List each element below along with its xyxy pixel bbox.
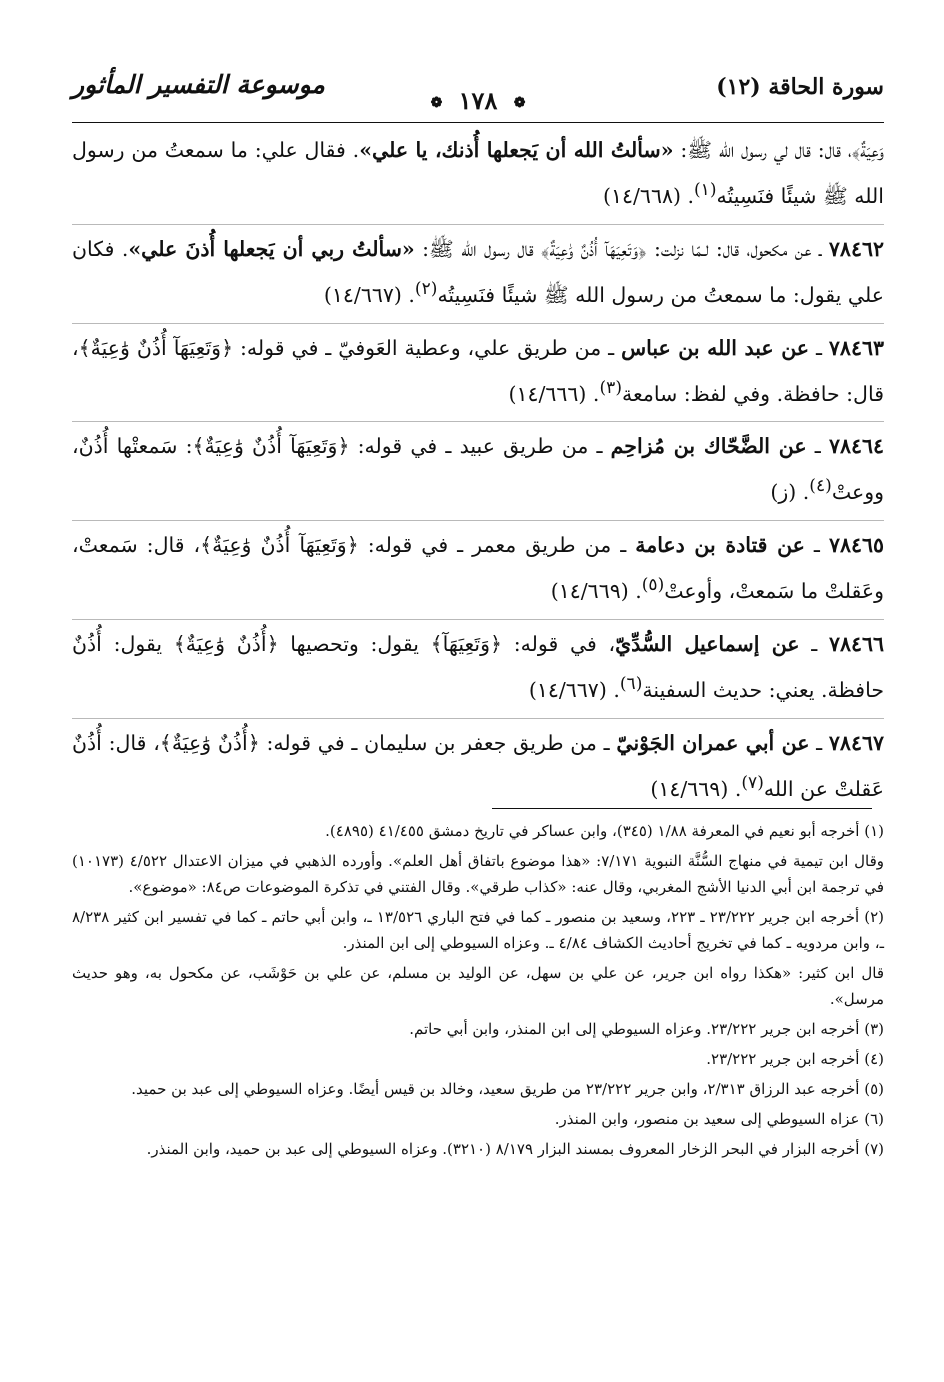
entry-78467: [72, 718, 884, 817]
entry-narrator: عن الضَّحّاك بن مُزاحِم: [610, 434, 807, 459]
entry-78462: [72, 224, 884, 323]
footnote-marker: (٢): [414, 278, 438, 299]
entry-continued: [72, 126, 884, 224]
footnote: (٣) أخرجه ابن جرير ٢٣/٢٢٢. وعزاه السيوطي إلى ابن المنذر، وابن أبي حاتم.: [409, 1020, 884, 1038]
footnote: قال ابن كثير: «هكذا رواه ابن جرير، عن علي بن سهل، عن الوليد بن مسلم، عن علي بن حَوْشَب، عن مكحول به، وهو حديث مرسل».: [72, 964, 884, 1008]
entry-text: ـ من طريق علي، وعطية العَوفيّ ـ في قوله: ﴿وَتَعِيَهَآ أُذُنٌ وَٰعِيَةٌ﴾، قال: حافظة. وفي لفظ: سامعة: [72, 335, 884, 406]
entry-text: ، في قوله: ﴿وَتَعِيَهَآ﴾ يقول: وتحصيها ﴿أُذُنٌ وَٰعِيَةٌ﴾ يقول: أُذُنٌ حافظة. يعني: حديث السفينة: [72, 632, 884, 702]
entry-reference: . (١٤/٦٦٧): [323, 282, 415, 307]
entry-number: ٧٨٤٦٢: [828, 236, 884, 261]
footnote: (٦) عزاه السيوطي إلى سعيد بن منصور، وابن المنذر.: [554, 1110, 884, 1128]
footnote: (٧) أخرجه البزار في البحر الزخار المعروف بمسند البزار ٨/١٧٩ (٣٢١٠). وعزاه السيوطي إلى عبد بن حميد، وابن المنذر.: [146, 1140, 884, 1158]
entry-hadith: «سألتُ الله أن يَجعلها أُذنك، يا علي»: [359, 138, 674, 162]
entry-78463: [72, 323, 884, 422]
entry-number: ٧٨٤٦٧: [828, 730, 884, 755]
entry-number: ٧٨٤٦٥: [828, 533, 884, 558]
entry-number: ٧٨٤٦٣: [828, 335, 884, 360]
entry-text: ـ: [806, 434, 829, 459]
entry-narrator: عن إسماعيل السُّدِّيّ: [615, 632, 800, 657]
footnotes: [72, 818, 884, 1166]
header-rule: [72, 122, 884, 123]
entry-text: ـ عن مكحول، قال: لـمّا نزلت: ﴿وَتَعِيَهَآ أُذُنٌ وَٰعِيَةٌ﴾ قال رسول الله ﷺ:: [414, 236, 829, 261]
entry-narrator: عن أبي عمران الجَوْنيّ: [616, 730, 810, 755]
entry-text: ـ من طريق عبيد ـ في قوله: ﴿وَتَعِيَهَآ أُذُنٌ وَٰعِيَةٌ﴾: سَمعتْها أُذُنٌ، ووعتْ: [72, 434, 884, 505]
entry-text: . فقال علي: ما سمعتُ من رسول الله ﷺ شيئًا فنَسِيتُه: [72, 138, 884, 208]
entry-text: ـ: [799, 632, 829, 657]
entry-78464: [72, 421, 884, 520]
footnote: (٤) أخرجه ابن جرير ٢٣/٢٢٢.: [706, 1050, 884, 1068]
entry-reference: . (ز): [770, 480, 810, 505]
entry-text: . فكان علي يقول: ما سمعتُ من رسول الله ﷺ شيئًا فنَسِيتُه: [72, 236, 884, 307]
ornament-icon: ❁: [513, 94, 526, 111]
running-header: [72, 68, 884, 116]
entry-hadith: «سألتُ ربي أن يَجعلها أُذنَ علي»: [128, 236, 415, 261]
entry-text: وَعِيَةٌ﴾، قال: قال لي رسول الله ﷺ:: [673, 138, 884, 162]
entry-78466: [72, 619, 884, 718]
footnote-marker: (٤): [809, 476, 832, 497]
entry-text: ـ: [804, 533, 829, 558]
page-number: ١٧٨: [458, 86, 498, 115]
entry-narrator: عن قتادة بن دعامة: [635, 533, 805, 558]
entry-number: ٧٨٤٦٤: [828, 434, 884, 459]
footnote-marker: (٥): [641, 575, 665, 596]
footnote-rule: [492, 808, 872, 809]
encyclopedia-title: موسوعة التفسير المأثور: [72, 70, 325, 99]
entry-78465: [72, 520, 884, 619]
footnote-marker: (٧): [741, 772, 764, 793]
footnote: (٥) أخرجه عبد الرزاق ٢/٣١٣، وابن جرير ٢٣/٢٢٢ من طريق سعيد، وخالد بن قيس أيضًا. وعزاه السيوطي إلى عبد بن حميد.: [131, 1080, 884, 1098]
footnote-marker: (٦): [619, 674, 643, 695]
entry-text: ـ من طريق جعفر بن سليمان ـ في قوله: ﴿أُذُنٌ وَٰعِيَةٌ﴾، قال: أُذُنٌ عَقلتْ عن الله: [72, 730, 884, 801]
footnote: (١) أخرجه أبو نعيم في المعرفة ١/٨٨ (٣٤٥)، وابن عساكر في تاريخ دمشق ٤١/٤٥٥ (٤٨٩٥).: [325, 822, 884, 840]
ornament-icon: ❁: [430, 94, 443, 111]
entry-reference: . (١٤/٦٦٩): [550, 579, 642, 604]
entry-reference: . (١٤/٦٦٩): [650, 776, 742, 801]
entry-text: ـ من طريق معمر ـ في قوله: ﴿وَتَعِيَهَآ أُذُنٌ وَٰعِيَةٌ﴾، قال: سَمعتْ، وعَقلتْ ما سَمعتْ، وأوعتْ: [72, 533, 884, 604]
entry-reference: . (١٤/٦٦٦): [508, 381, 600, 406]
entry-narrator: عن عبد الله بن عباس: [621, 335, 810, 360]
footnote-marker: (٣): [599, 377, 622, 398]
entry-reference: . (١٤/٦٦٨): [603, 183, 694, 208]
entry-number: ٧٨٤٦٦: [828, 632, 884, 657]
footnote: (٢) أخرجه ابن جرير ٢٣/٢٢٢ ـ ٢٢٣، وسعيد بن منصور ـ كما في فتح الباري ١٣/٥٢٦ ـ، وابن أبي حاتم ـ كما في تفسير ابن كثير ٨/٢٣٨ ـ، وابن مردويه ـ كما في تخريج أحاديث الكشاف ٤/٨٤ ـ. وعزاه السيوطي إلى ابن المنذر.: [72, 908, 884, 952]
entry-text: ـ: [809, 335, 829, 360]
entry-reference: . (١٤/٦٦٧): [528, 677, 620, 702]
entry-text: ـ: [809, 730, 829, 755]
footnote: وقال ابن تيمية في منهاج السُّنَّة النبوية ٧/١٧١: «هذا موضوع باتفاق أهل العلم». وأورده الذهبي في ميزان الاعتدال ٤/٥٢٢ (١٠١٧٣) في ترجمة ابن أبي الدنيا الأشج المغربي، وقال عنه: «كذاب طرقي». وقال الفتني في تذكرة الموضوعات ص٨٤: «موضوع».: [72, 852, 884, 896]
sura-title: سورة الحاقة (١٢): [716, 74, 884, 100]
main-text: [72, 126, 884, 817]
footnote-marker: (١): [694, 180, 717, 200]
